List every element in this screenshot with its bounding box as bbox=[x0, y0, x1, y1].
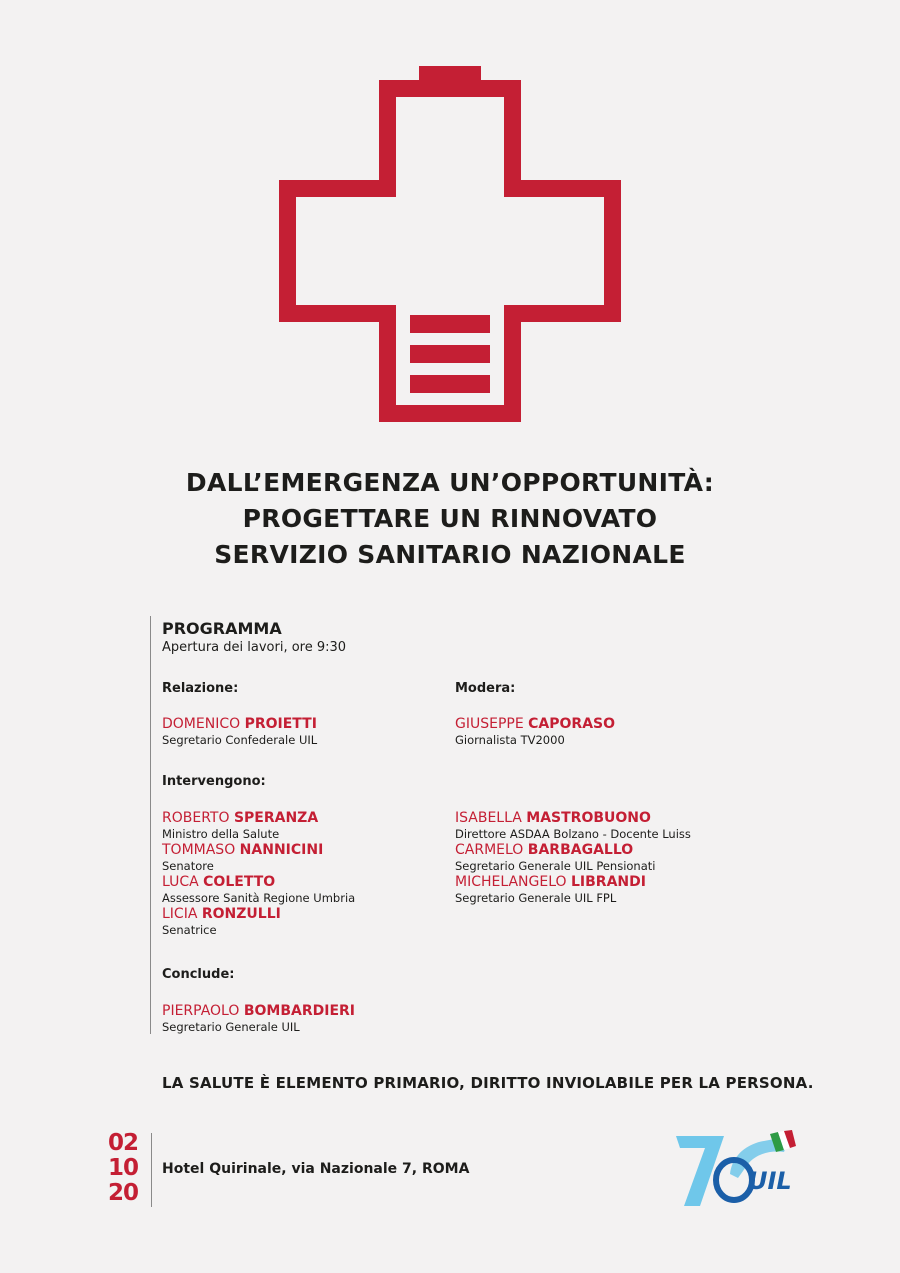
motto: LA SALUTE È ELEMENTO PRIMARIO, DIRITTO INVIOLABILE PER LA PERSONA. bbox=[162, 1074, 814, 1092]
speaker-relazione bbox=[162, 716, 317, 748]
speaker-role: Senatrice bbox=[162, 923, 217, 937]
speaker-role: Giornalista TV2000 bbox=[455, 733, 565, 747]
event-date-month: 10 bbox=[108, 1155, 139, 1181]
speaker-list-left bbox=[162, 810, 355, 938]
speaker-item bbox=[162, 810, 355, 842]
conclude-label: Conclude: bbox=[162, 967, 235, 982]
speaker-first-name: GIUSEPPE bbox=[455, 716, 524, 732]
speaker-list-right bbox=[455, 810, 691, 906]
speaker-last-name: PROIETTI bbox=[244, 716, 317, 732]
event-date-year: 20 bbox=[108, 1180, 139, 1206]
speaker-moderatore bbox=[455, 716, 615, 748]
headline-line-3: SERVIZIO SANITARIO NAZIONALE bbox=[214, 540, 686, 569]
event-venue: Hotel Quirinale, via Nazionale 7, ROMA bbox=[162, 1161, 470, 1177]
speaker-first-name: PIERPAOLO bbox=[162, 1003, 240, 1019]
speaker-last-name: NANNICINI bbox=[239, 842, 324, 858]
speaker-last-name: CAPORASO bbox=[528, 716, 616, 732]
speaker-role: Segretario Confederale UIL bbox=[162, 733, 318, 747]
speaker-conclude bbox=[162, 1003, 355, 1035]
speaker-first-name: ROBERTO bbox=[162, 810, 230, 826]
speaker-item bbox=[162, 906, 355, 938]
program-subtitle: Apertura dei lavori, ore 9:30 bbox=[162, 640, 347, 655]
speaker-first-name: CARMELO bbox=[455, 842, 524, 858]
speaker-role: Segretario Generale UIL FPL bbox=[455, 891, 617, 905]
speaker-item bbox=[455, 842, 691, 874]
speaker-first-name: ISABELLA bbox=[455, 810, 522, 826]
speaker-last-name: SPERANZA bbox=[233, 810, 319, 826]
event-date-day: 02 bbox=[108, 1130, 139, 1156]
modera-label: Modera: bbox=[455, 681, 516, 696]
headline bbox=[0, 465, 900, 573]
speaker-role: Segretario Generale UIL Pensionati bbox=[455, 859, 656, 873]
speaker-first-name: TOMMASO bbox=[162, 842, 236, 858]
red-cross-battery-icon bbox=[0, 0, 900, 440]
speaker-last-name: RONZULLI bbox=[201, 906, 281, 922]
speaker-role: Ministro della Salute bbox=[162, 827, 280, 841]
speaker-role: Direttore ASDAA Bolzano - Docente Luiss bbox=[455, 827, 691, 841]
date-divider bbox=[151, 1133, 152, 1207]
speaker-last-name: COLETTO bbox=[203, 874, 276, 890]
speaker-last-name: LIBRANDI bbox=[571, 874, 646, 890]
headline-line-1: DALL’EMERGENZA UN’OPPORTUNITÀ: bbox=[185, 468, 715, 497]
event-date bbox=[108, 1131, 146, 1206]
program-title: PROGRAMMA bbox=[162, 619, 282, 638]
speaker-item bbox=[162, 874, 355, 906]
speaker-last-name: MASTROBUONO bbox=[526, 810, 651, 826]
speaker-first-name: LUCA bbox=[162, 874, 199, 890]
speaker-role: Assessore Sanità Regione Umbria bbox=[162, 891, 356, 905]
speaker-item bbox=[455, 810, 691, 842]
speaker-item bbox=[162, 842, 355, 874]
speaker-role: Segretario Generale UIL bbox=[162, 1020, 300, 1034]
speaker-last-name: BARBAGALLO bbox=[527, 842, 634, 858]
speaker-role: Senatore bbox=[162, 859, 214, 873]
speaker-last-name: BOMBARDIERI bbox=[243, 1003, 356, 1019]
logo-text: UIL bbox=[748, 1167, 792, 1195]
relazione-label: Relazione: bbox=[162, 681, 239, 696]
intervengono-label: Intervengono: bbox=[162, 774, 266, 789]
speaker-first-name: LICIA bbox=[162, 906, 198, 922]
headline-line-2: PROGETTARE UN RINNOVATO bbox=[242, 504, 658, 533]
uil-70-logo bbox=[672, 1128, 798, 1210]
speaker-item bbox=[455, 874, 691, 906]
speaker-first-name: MICHELANGELO bbox=[455, 874, 567, 890]
speaker-first-name: DOMENICO bbox=[162, 716, 241, 732]
program-divider bbox=[150, 616, 151, 1034]
